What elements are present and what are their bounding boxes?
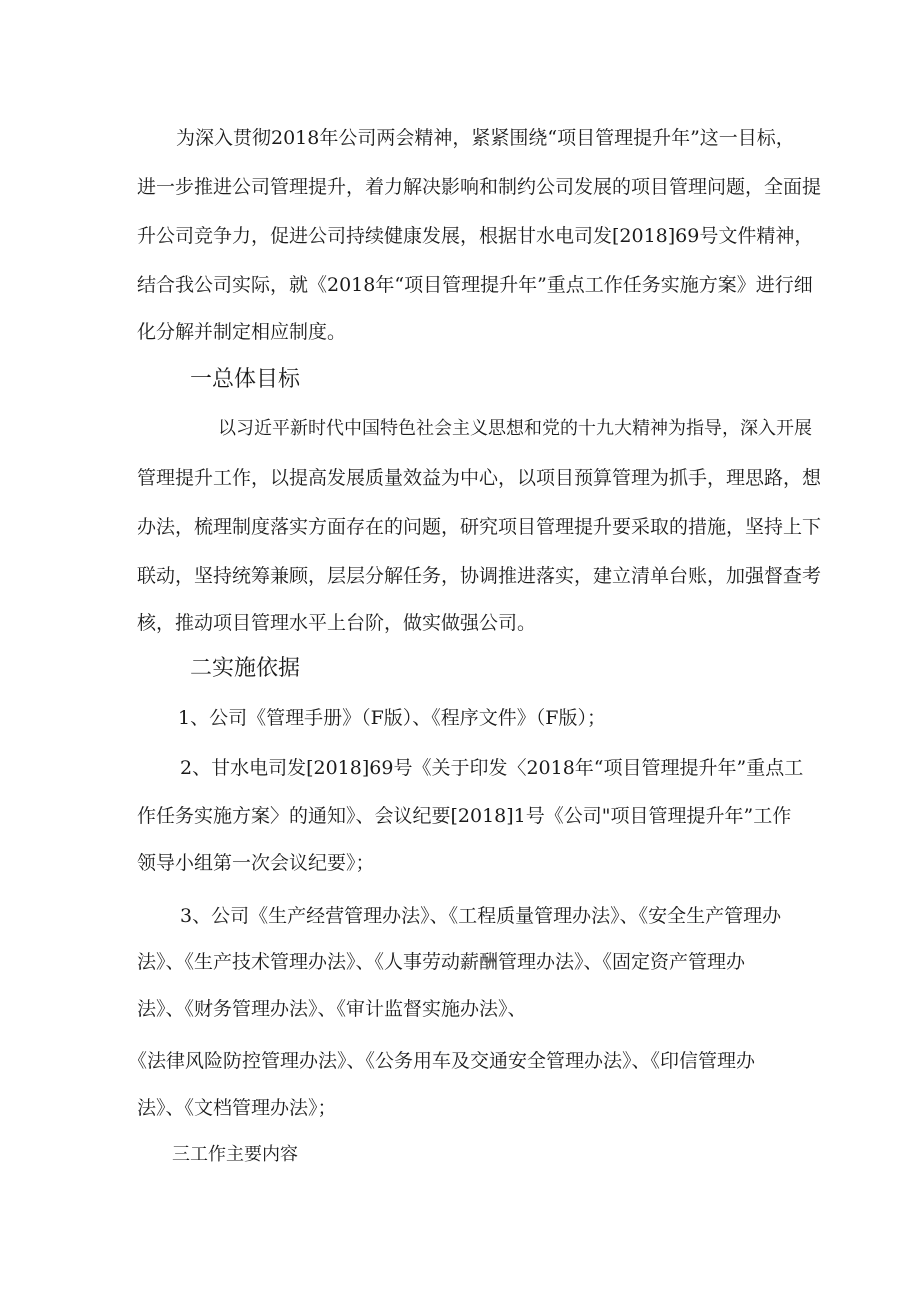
- basis-item-2: 领导小组第一次会议纪要》；: [137, 852, 375, 874]
- intro-line: 升公司竞争力，促进公司持续健康发展，根据甘水电司发[2018]69号文件精神，: [137, 225, 814, 247]
- basis-item-3: 《法律风险防控管理办法》、《公务用车及交通安全管理办法》、《印信管理办: [128, 1050, 756, 1072]
- basis-item-3: 法》、《财务管理办法》、《审计监督实施办法》、: [137, 998, 527, 1020]
- section1-line: 联动，坚持统筹兼顾，层层分解任务，协调推进落实，建立清单台账，加强督查考: [137, 565, 822, 587]
- section1-line: 核，推动项目管理水平上台阶，做实做强公司。: [137, 612, 537, 634]
- intro-line: 为深入贯彻2018年公司两会精神，紧紧围绕“项目管理提升年”这一目标，: [176, 127, 795, 149]
- section-heading: 一总体目标: [190, 367, 301, 392]
- basis-item-2: 作任务实施方案〉的通知》、会议纪要[2018]1号《公司"项目管理提升年”工作: [137, 805, 792, 827]
- section1-line: 以习近平新时代中国特色社会主义思想和党的十九大精神为指导，深入开展: [218, 418, 812, 439]
- basis-item-3: 法》、《文档管理办法》；: [137, 1097, 337, 1119]
- section-heading: 三工作主要内容: [172, 1144, 298, 1165]
- basis-item-3: 法》、《生产技术管理办法》、《人事劳动薪酬管理办法》、《固定资产管理办: [137, 951, 746, 973]
- section1-line: 办法，梳理制度落实方面存在的问题，研究项目管理提升要采取的措施，坚持上下: [137, 516, 822, 538]
- intro-line: 进一步推进公司管理提升，着力解决影响和制约公司发展的项目管理问题，全面提: [137, 176, 822, 198]
- basis-item-1: 1、公司《管理手册》（F版）、《程序文件》（F版）；: [178, 707, 606, 729]
- intro-line: 化分解并制定相应制度。: [137, 321, 347, 343]
- section1-line: 管理提升工作，以提高发展质量效益为中心，以项目预算管理为抓手，理思路，想: [137, 467, 822, 489]
- section-heading: 二实施依据: [190, 656, 301, 681]
- intro-line: 结合我公司实际，就《2018年“项目管理提升年”重点工作任务实施方案》进行细: [137, 274, 813, 296]
- basis-item-3: 3、公司《生产经营管理办法》、《工程质量管理办法》、《安全生产管理办: [180, 905, 782, 927]
- basis-item-2: 2、甘水电司发[2018]69号《关于印发〈2018年“项目管理提升年”重点工: [180, 757, 804, 779]
